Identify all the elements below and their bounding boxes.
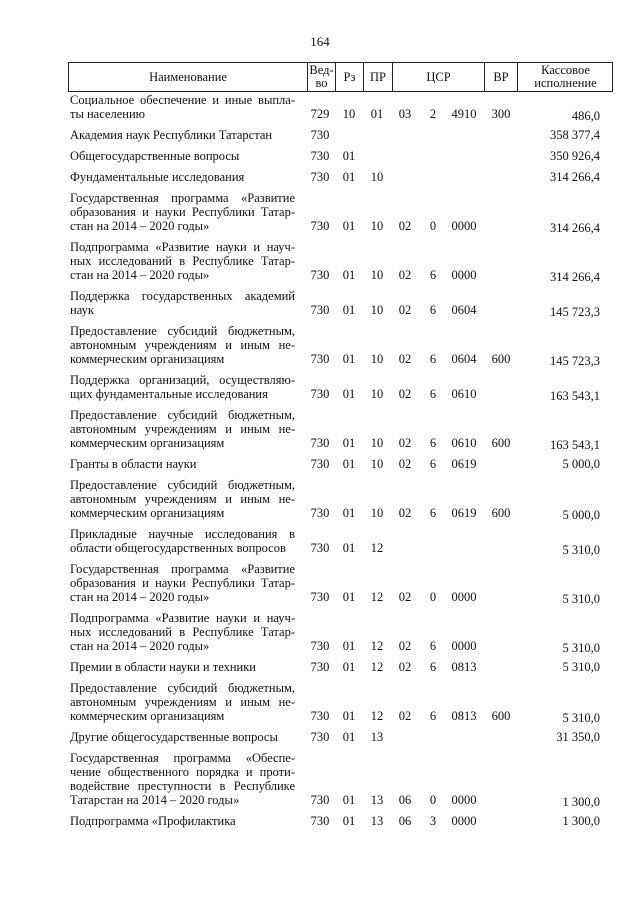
cell-csr-subprogram: 6 xyxy=(429,387,437,401)
cell-csr-subprogram: 0 xyxy=(429,219,437,233)
cell-ved: 730 xyxy=(310,219,330,233)
cell-amount: 5 310,0 xyxy=(562,543,600,557)
row-name-line: Поддержка организаций, осуществляю- xyxy=(70,373,295,387)
cell-ved: 730 xyxy=(310,352,330,366)
cell-rz: 01 xyxy=(342,541,356,555)
cell-csr-code: 4910 xyxy=(451,107,477,121)
cell-csr-subprogram: 6 xyxy=(429,303,437,317)
cell-ved: 730 xyxy=(310,387,330,401)
header-pr: ПР xyxy=(370,69,386,84)
cell-pr: 10 xyxy=(370,506,384,520)
table-row xyxy=(0,751,640,814)
table-row xyxy=(0,611,640,660)
cell-pr: 12 xyxy=(370,709,384,723)
cell-pr: 10 xyxy=(370,352,384,366)
cell-csr-subprogram: 6 xyxy=(429,709,437,723)
row-name xyxy=(70,324,295,366)
row-name-line: коммерческим организациям xyxy=(70,436,225,450)
cell-csr-program: 02 xyxy=(398,590,412,604)
row-name-line: Гранты в области науки xyxy=(70,457,197,471)
cell-amount: 1 300,0 xyxy=(562,814,600,828)
cell-vr: 300 xyxy=(491,107,511,121)
cell-pr: 10 xyxy=(370,303,384,317)
row-name-line: Подпрограмма «Развитие науки и науч- xyxy=(70,240,295,254)
cell-pr: 12 xyxy=(370,639,384,653)
table-row xyxy=(0,128,640,149)
table-row xyxy=(0,478,640,527)
cell-amount: 145 723,3 xyxy=(550,354,600,368)
table-row xyxy=(0,93,640,128)
row-name-line: автономным учреждениям и иным не- xyxy=(70,422,295,436)
cell-amount: 1 300,0 xyxy=(562,795,600,809)
table-row xyxy=(0,562,640,611)
row-name-line: автономным учреждениям и иным не- xyxy=(70,338,295,352)
table-row xyxy=(0,408,640,457)
cell-rz: 01 xyxy=(342,590,356,604)
row-name xyxy=(70,170,295,184)
cell-csr-subprogram: 2 xyxy=(429,107,437,121)
table-row xyxy=(0,373,640,408)
cell-csr-program: 02 xyxy=(398,457,412,471)
cell-pr: 13 xyxy=(370,814,384,828)
row-name-line: стан на 2014 – 2020 годы» xyxy=(70,219,210,233)
cell-csr-code: 0000 xyxy=(451,814,477,828)
table-row xyxy=(0,660,640,681)
cell-rz: 01 xyxy=(342,639,356,653)
cell-pr: 01 xyxy=(370,107,384,121)
cell-vr: 600 xyxy=(491,352,511,366)
cell-csr-code: 0000 xyxy=(451,268,477,282)
cell-csr-code: 0619 xyxy=(451,506,477,520)
cell-csr-code: 0610 xyxy=(451,387,477,401)
cell-pr: 10 xyxy=(370,170,384,184)
row-name-line: стан на 2014 – 2020 годы» xyxy=(70,639,210,653)
row-name-line: Предоставление субсидий бюджетным, xyxy=(70,478,295,492)
cell-ved: 730 xyxy=(310,506,330,520)
row-name xyxy=(70,611,295,653)
cell-pr: 10 xyxy=(370,219,384,233)
cell-csr-code: 0813 xyxy=(451,709,477,723)
cell-ved: 730 xyxy=(310,268,330,282)
cell-rz: 01 xyxy=(342,793,356,807)
header-vr: ВР xyxy=(493,69,509,84)
row-name-line: Прикладные научные исследования в xyxy=(70,527,295,541)
row-name-line: ных исследований в Республике Татар- xyxy=(70,254,295,268)
table-row xyxy=(0,527,640,562)
row-name-line: Другие общегосударственные вопросы xyxy=(70,730,278,744)
row-name xyxy=(70,681,295,723)
table-header xyxy=(68,62,613,92)
cell-ved: 730 xyxy=(310,436,330,450)
cell-ved: 729 xyxy=(310,107,330,121)
cell-pr: 10 xyxy=(370,268,384,282)
row-name-line: Предоставление субсидий бюджетным, xyxy=(70,324,295,338)
cell-amount: 5 310,0 xyxy=(562,592,600,606)
table-row xyxy=(0,240,640,289)
cell-ved: 730 xyxy=(310,660,330,674)
cell-amount: 163 543,1 xyxy=(550,389,600,403)
cell-pr: 13 xyxy=(370,793,384,807)
cell-amount: 5 310,0 xyxy=(562,641,600,655)
cell-ved: 730 xyxy=(310,457,330,471)
cell-amount: 163 543,1 xyxy=(550,438,600,452)
row-name xyxy=(70,408,295,450)
cell-csr-subprogram: 3 xyxy=(429,814,437,828)
cell-rz: 01 xyxy=(342,709,356,723)
table-body xyxy=(0,93,640,835)
cell-ved: 730 xyxy=(310,730,330,744)
row-name-line: области общегосударственных вопросов xyxy=(70,541,286,555)
cell-ved: 730 xyxy=(310,590,330,604)
row-name-line: Предоставление субсидий бюджетным, xyxy=(70,408,295,422)
table-row xyxy=(0,149,640,170)
row-name-line: Общегосударственные вопросы xyxy=(70,149,240,163)
cell-ved: 730 xyxy=(310,541,330,555)
table-row xyxy=(0,814,640,835)
cell-csr-program: 02 xyxy=(398,639,412,653)
cell-pr: 10 xyxy=(370,387,384,401)
row-name-line: Поддержка государственных академий xyxy=(70,289,295,303)
cell-vr: 600 xyxy=(491,709,511,723)
cell-pr: 12 xyxy=(370,590,384,604)
row-name-line: Академия наук Республики Татарстан xyxy=(70,128,273,142)
row-name-line: ных исследований в Республике Татар- xyxy=(70,625,295,639)
row-name-line: коммерческим организациям xyxy=(70,709,225,723)
row-name-line: стан на 2014 – 2020 годы» xyxy=(70,590,210,604)
cell-rz: 01 xyxy=(342,436,356,450)
row-name-line: ты населению xyxy=(70,107,145,121)
row-name-line: щих фундаментальные исследования xyxy=(70,387,268,401)
cell-ved: 730 xyxy=(310,170,330,184)
cell-ved: 730 xyxy=(310,149,330,163)
row-name-line: коммерческим организациям xyxy=(70,506,225,520)
row-name xyxy=(70,93,295,121)
row-name xyxy=(70,527,295,555)
cell-rz: 01 xyxy=(342,219,356,233)
row-name xyxy=(70,814,295,828)
cell-csr-subprogram: 6 xyxy=(429,660,437,674)
row-name xyxy=(70,289,295,317)
cell-csr-subprogram: 6 xyxy=(429,506,437,520)
row-name xyxy=(70,478,295,520)
row-name xyxy=(70,128,295,142)
cell-rz: 01 xyxy=(342,660,356,674)
cell-ved: 730 xyxy=(310,303,330,317)
row-name xyxy=(70,660,295,674)
row-name-line: Государственная программа «Развитие xyxy=(70,191,295,205)
cell-rz: 01 xyxy=(342,303,356,317)
cell-amount: 350 926,4 xyxy=(550,149,600,163)
cell-csr-code: 0813 xyxy=(451,660,477,674)
page-number: 164 xyxy=(310,34,330,49)
row-name-line: образования и науки Республики Татар- xyxy=(70,205,295,219)
cell-csr-code: 0610 xyxy=(451,436,477,450)
cell-rz: 01 xyxy=(342,387,356,401)
cell-vr: 600 xyxy=(491,436,511,450)
row-name-line: Подпрограмма «Развитие науки и науч- xyxy=(70,611,295,625)
cell-rz: 01 xyxy=(342,352,356,366)
cell-csr-program: 02 xyxy=(398,709,412,723)
row-name-line: водействие преступности в Республике xyxy=(70,779,295,793)
cell-csr-subprogram: 0 xyxy=(429,590,437,604)
table-row xyxy=(0,457,640,478)
cell-rz: 01 xyxy=(342,506,356,520)
cell-csr-subprogram: 6 xyxy=(429,436,437,450)
cell-pr: 10 xyxy=(370,436,384,450)
cell-pr: 12 xyxy=(370,541,384,555)
cell-csr-program: 02 xyxy=(398,436,412,450)
cell-csr-program: 02 xyxy=(398,303,412,317)
cell-csr-code: 0604 xyxy=(451,352,477,366)
cell-amount: 5 310,0 xyxy=(562,711,600,725)
row-name xyxy=(70,751,295,807)
cell-csr-program: 02 xyxy=(398,660,412,674)
cell-ved: 730 xyxy=(310,128,330,142)
table-row xyxy=(0,681,640,730)
table-row xyxy=(0,289,640,324)
cell-rz: 01 xyxy=(342,730,356,744)
header-rz: Рз xyxy=(343,69,356,84)
row-name-line: коммерческим организациям xyxy=(70,352,225,366)
cell-csr-subprogram: 6 xyxy=(429,639,437,653)
cell-amount: 314 266,4 xyxy=(550,170,600,184)
row-name-line: автономным учреждениям и иным не- xyxy=(70,695,295,709)
cell-amount: 5 000,0 xyxy=(562,508,600,522)
cell-rz: 10 xyxy=(342,107,356,121)
cell-csr-subprogram: 0 xyxy=(429,793,437,807)
cell-rz: 01 xyxy=(342,268,356,282)
cell-csr-program: 02 xyxy=(398,219,412,233)
cell-ved: 730 xyxy=(310,709,330,723)
cell-ved: 730 xyxy=(310,639,330,653)
cell-csr-program: 02 xyxy=(398,387,412,401)
cell-pr: 13 xyxy=(370,730,384,744)
row-name-line: наук xyxy=(70,303,94,317)
cell-csr-program: 06 xyxy=(398,814,412,828)
cell-csr-code: 0000 xyxy=(451,793,477,807)
cell-csr-subprogram: 6 xyxy=(429,352,437,366)
cell-pr: 10 xyxy=(370,457,384,471)
header-csr: ЦСР xyxy=(426,69,451,84)
cell-pr: 12 xyxy=(370,660,384,674)
row-name-line: автономным учреждениям и иным не- xyxy=(70,492,295,506)
row-name-line: Государственная программа «Обеспе- xyxy=(70,751,295,765)
cell-csr-program: 03 xyxy=(398,107,412,121)
row-name-line: Предоставление субсидий бюджетным, xyxy=(70,681,295,695)
cell-csr-code: 0619 xyxy=(451,457,477,471)
row-name xyxy=(70,562,295,604)
cell-csr-code: 0000 xyxy=(451,219,477,233)
header-amount: Кассовое исполнение xyxy=(534,63,597,90)
row-name-line: Фундаментальные исследования xyxy=(70,170,245,184)
cell-amount: 145 723,3 xyxy=(550,305,600,319)
row-name xyxy=(70,730,295,744)
cell-csr-code: 0000 xyxy=(451,590,477,604)
cell-amount: 314 266,4 xyxy=(550,221,600,235)
row-name-line: Премии в области науки и техники xyxy=(70,660,256,674)
row-name xyxy=(70,373,295,401)
cell-amount: 5 310,0 xyxy=(562,660,600,674)
cell-csr-program: 02 xyxy=(398,268,412,282)
row-name xyxy=(70,191,295,233)
row-name xyxy=(70,240,295,282)
table-row xyxy=(0,730,640,751)
table-row xyxy=(0,324,640,373)
cell-rz: 01 xyxy=(342,814,356,828)
cell-amount: 314 266,4 xyxy=(550,270,600,284)
table-row xyxy=(0,191,640,240)
row-name xyxy=(70,457,295,471)
row-name xyxy=(70,149,295,163)
header-name: Наименование xyxy=(149,69,227,84)
row-name-line: Подпрограмма «Профилактика xyxy=(70,814,236,828)
cell-rz: 01 xyxy=(342,170,356,184)
cell-ved: 730 xyxy=(310,814,330,828)
cell-csr-subprogram: 6 xyxy=(429,457,437,471)
row-name-line: Государственная программа «Развитие xyxy=(70,562,295,576)
cell-rz: 01 xyxy=(342,457,356,471)
row-name-line: Социальное обеспечение и иные выпла- xyxy=(70,93,295,107)
cell-csr-code: 0000 xyxy=(451,639,477,653)
cell-vr: 600 xyxy=(491,506,511,520)
cell-amount: 5 000,0 xyxy=(562,457,600,471)
row-name-line: чение общественного порядка и проти- xyxy=(70,765,295,779)
cell-amount: 31 350,0 xyxy=(556,730,600,744)
cell-csr-program: 02 xyxy=(398,506,412,520)
table-row xyxy=(0,170,640,191)
cell-ved: 730 xyxy=(310,793,330,807)
cell-csr-program: 06 xyxy=(398,793,412,807)
cell-rz: 01 xyxy=(342,149,356,163)
cell-amount: 358 377,4 xyxy=(550,128,600,142)
row-name-line: Татарстан на 2014 – 2020 годы» xyxy=(70,793,240,807)
header-ved: Вед- во xyxy=(309,63,334,90)
cell-csr-code: 0604 xyxy=(451,303,477,317)
cell-csr-subprogram: 6 xyxy=(429,268,437,282)
cell-csr-program: 02 xyxy=(398,352,412,366)
cell-amount: 486,0 xyxy=(571,109,600,123)
row-name-line: образования и науки Республики Татар- xyxy=(70,576,295,590)
row-name-line: стан на 2014 – 2020 годы» xyxy=(70,268,210,282)
